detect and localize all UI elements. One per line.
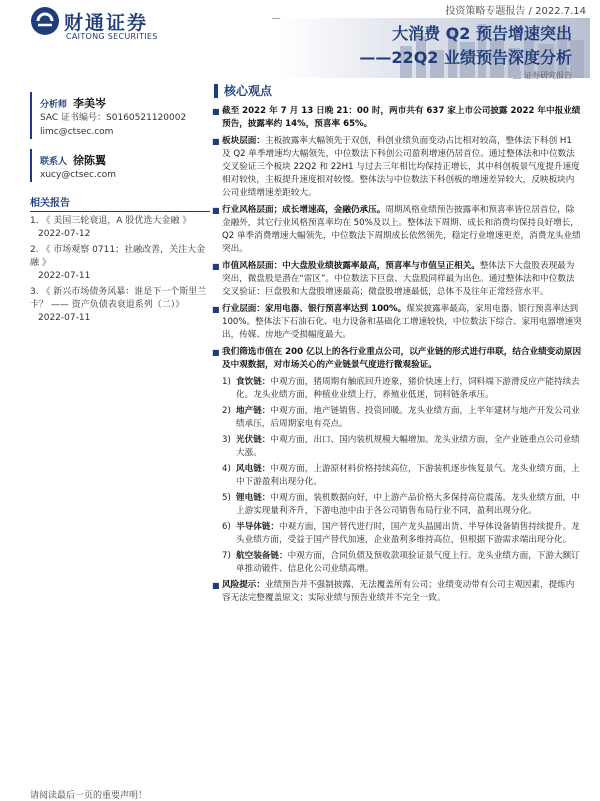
related-report-title[interactable]: 3. 《 新兴市场债务风暴：谁是下一个斯里兰卡？ —— 资产负债表衰退系列（二）》 [30,287,207,310]
chain-body: 中观方面，猪周期有触底回升迹象，猪价快速上行，饲料端下游滑反应产能持续去化。龙头业绩方面，种植业业绩上行，养殖业低迷，饲料链条承压。 [236,377,580,400]
chain-name: 风电链： [236,464,271,474]
analyst-role: 分析师 [40,100,68,110]
chain-name: 地产链： [236,406,271,416]
chain-item [222,405,582,431]
analyst-block [30,92,210,139]
board-level-head: 板块层面： [222,136,265,146]
related-report-item[interactable] [30,244,210,283]
bullet-risk [212,579,582,605]
related-report-date: 2022-07-11 [38,313,91,323]
industry-level-text: 煤炭披露率最高，家用电器、银行预喜率达到 100%。整体法下石油石化、电力设备和基础化工增速较快，中位数法下综合、家用电器增速突出，传媒、房地产受损幅度最大。 [222,304,582,340]
cap-level-head: 市值风格层面：中大盘股业绩披露率最高，预喜率与市值呈正相关。 [222,261,480,271]
main-content [212,82,582,609]
bullet-summary [212,105,582,131]
chain-number: 1) [222,377,231,387]
style-level-head: 行业风格层面；成长增速高，金融仍承压。 [222,205,386,215]
report-header [0,0,600,90]
bullet-square-icon: ■ [212,581,220,590]
chain-item [222,463,582,489]
footer-disclaimer: 请阅读最后一页的重要声明！ [30,791,148,801]
sidebar [30,90,210,325]
report-title [359,22,572,70]
related-report-item[interactable] [30,215,210,241]
chain-name: 锂电链： [236,493,271,503]
chain-number: 7) [222,551,231,561]
board-level-text: 主板披露率大幅领先于双创，科创业绩负面变动占比相对较高，整体法下科创 H1 及 Q2 单季增速均大幅领先，中位数法下科创公司盈利增速仍居首位。通过整体法和中位数法交叉验证三个板块 22Q2 和 22H1 与过去三年相比均保持正增长，其中科创板景气度提升速度相对较快，主板提升速度相对较慢。整体法与中位数法下科创板的增速差异较大，反映板块内公司业绩增速差距较大。 [222,136,580,198]
report-type-square-icon [513,71,521,79]
related-reports-title: 相关报告 [30,194,210,212]
chain-item [222,550,582,576]
bullet-board-level [212,135,582,200]
chain-body: 中观方面，国产替代进行时，国产龙头晶圆出货、半导体设备销售持续提升。龙头业绩方面，受益于国产替代加速，企业盈利多维持高位，但根据下游需求端出现分化。 [236,522,580,545]
chain-number: 6) [222,522,231,532]
summary-text: 截至 2022 年 7 月 13 日晚 21：00 时，两市共有 637 家上市公司披露 2022 年中报业绩预告，披露率约 14%，预喜率 65%。 [222,106,581,129]
chain-name: 半导体链： [236,522,279,532]
title-line-1: 大消费 Q2 预告增速突出 [392,24,572,43]
industry-level-head: 行业层面：家用电器、银行预喜率达到 100%。 [222,304,407,314]
logo-text-en: CAITONG SECURITIES [66,32,158,41]
style-level-text: 周期风格业绩预告披露率和预喜率皆位居首位，除金融外，其它行业风格预喜率均在 50%及以上。整体法下周期、成长和消费均保持良好增长，Q2 单季消费增速大幅领先，中位数法下周期成长依然领先，稳定行业增速更差，消费龙头业绩突出。 [222,205,581,254]
bullet-square-icon: ■ [212,137,220,146]
chain-name: 航空装备链： [236,551,288,561]
document-meta: 投资策略专题报告 / 2022.7.14 [445,6,586,17]
core-views-title: 核心观点 [224,84,273,98]
chain-number: 2) [222,406,231,416]
bullet-square-icon: ■ [212,305,220,314]
chain-name: 食饮链： [236,377,271,387]
company-logo [30,6,190,46]
logo-emblem-icon [30,6,60,36]
related-report-date: 2022-07-11 [38,271,91,281]
contact-name: 徐陈翼 [73,154,107,167]
analyst-sac: SAC 证书编号：S0160521120002 [40,113,187,123]
related-report-item[interactable] [30,286,210,325]
chain-intro-text: 我们筛选市值在 200 亿以上的各行业重点公司，以产业链的形式进行串联，结合业绩变动原因及中观数据，对市场关心的产业链景气度进行微观验证。 [222,347,582,370]
analyst-name: 李美岑 [73,97,107,110]
chain-number: 3) [222,435,231,445]
chain-body: 中观方面，装机数据向好，中上游产品价格大多保持高位震荡。龙头业绩方面，中上游实现量利齐升，下游电池中由于各公司销售布局行业不同，盈利出现分化。 [236,493,580,516]
risk-head: 风险提示： [222,580,265,590]
related-report-title[interactable]: 1. 《 美国三轮衰退，A 股优选大金融 》 [30,216,192,226]
bullet-square-icon: ■ [212,262,220,271]
chain-body: 中观方面，合同负债及预收款项验证景气度上行。龙头业绩方面，下游大额订单推动锻件、信息化公司业绩高增。 [236,551,580,574]
report-type-text: 证券研究报告 [524,71,572,80]
report-type-label [513,70,572,81]
bullet-square-icon: ■ [212,107,220,116]
chain-item [222,376,582,402]
chain-number: 5) [222,493,231,503]
logo-text-cn: 财通证券 [64,12,149,34]
title-line-2: ——22Q2 业绩预告深度分析 [359,48,572,67]
cap-level-text: 整体法下大盘股表现最为突出，微盘股是潜在“雷区”。中位数法下巨盘、大盘股同样最为出色。通过整体法和中位数法交叉验证：巨盘股和大盘股增速最高；微盘股增速最低，总体不及往年正常经营水平。 [222,261,575,297]
chain-body: 中观方面，上游原材料价格持续高位，下游装机逐步恢复景气。龙头业绩方面，上中下游盈利出现分化。 [236,464,580,487]
chain-body: 中观方面，出口、国内装机规模大幅增加。龙头业绩方面，全产业链重点公司业绩大涨。 [236,435,580,458]
heading-bar-icon [214,84,218,98]
chain-body: 中观方面，地产链销售、投资回暖。龙头业绩方面，上半年建材与地产开发公司业绩承压，后周期家电有亮点。 [236,406,580,429]
contact-email[interactable]: xucy@ctsec.com [40,170,117,180]
chain-item [222,434,582,460]
contact-role: 联系人 [40,157,68,167]
chain-item [222,521,582,547]
analyst-email[interactable]: limc@ctsec.com [40,127,114,137]
chain-item [222,492,582,518]
bullet-style-level [212,204,582,256]
bullet-square-icon: ■ [212,348,220,357]
bullet-cap-level [212,260,582,299]
bullet-square-icon: ■ [212,206,220,215]
risk-text: 业绩预告并不强制披露，无法覆盖所有公司；业绩变动带有公司主观因素，提炼内容无法完整覆盖原文；实际业绩与预告业绩并不完全一致。 [222,580,575,603]
chain-name: 光伏链： [236,435,271,445]
related-report-date: 2022-07-12 [38,229,91,239]
core-views-heading [212,82,582,99]
contact-block [30,149,210,182]
related-report-title[interactable]: 2. 《 市场观察 0711；社融改善，关注大金融 》 [30,245,206,268]
bullet-chain-intro [212,346,582,372]
chain-number: 4) [222,464,231,474]
bullet-industry-level [212,303,582,342]
